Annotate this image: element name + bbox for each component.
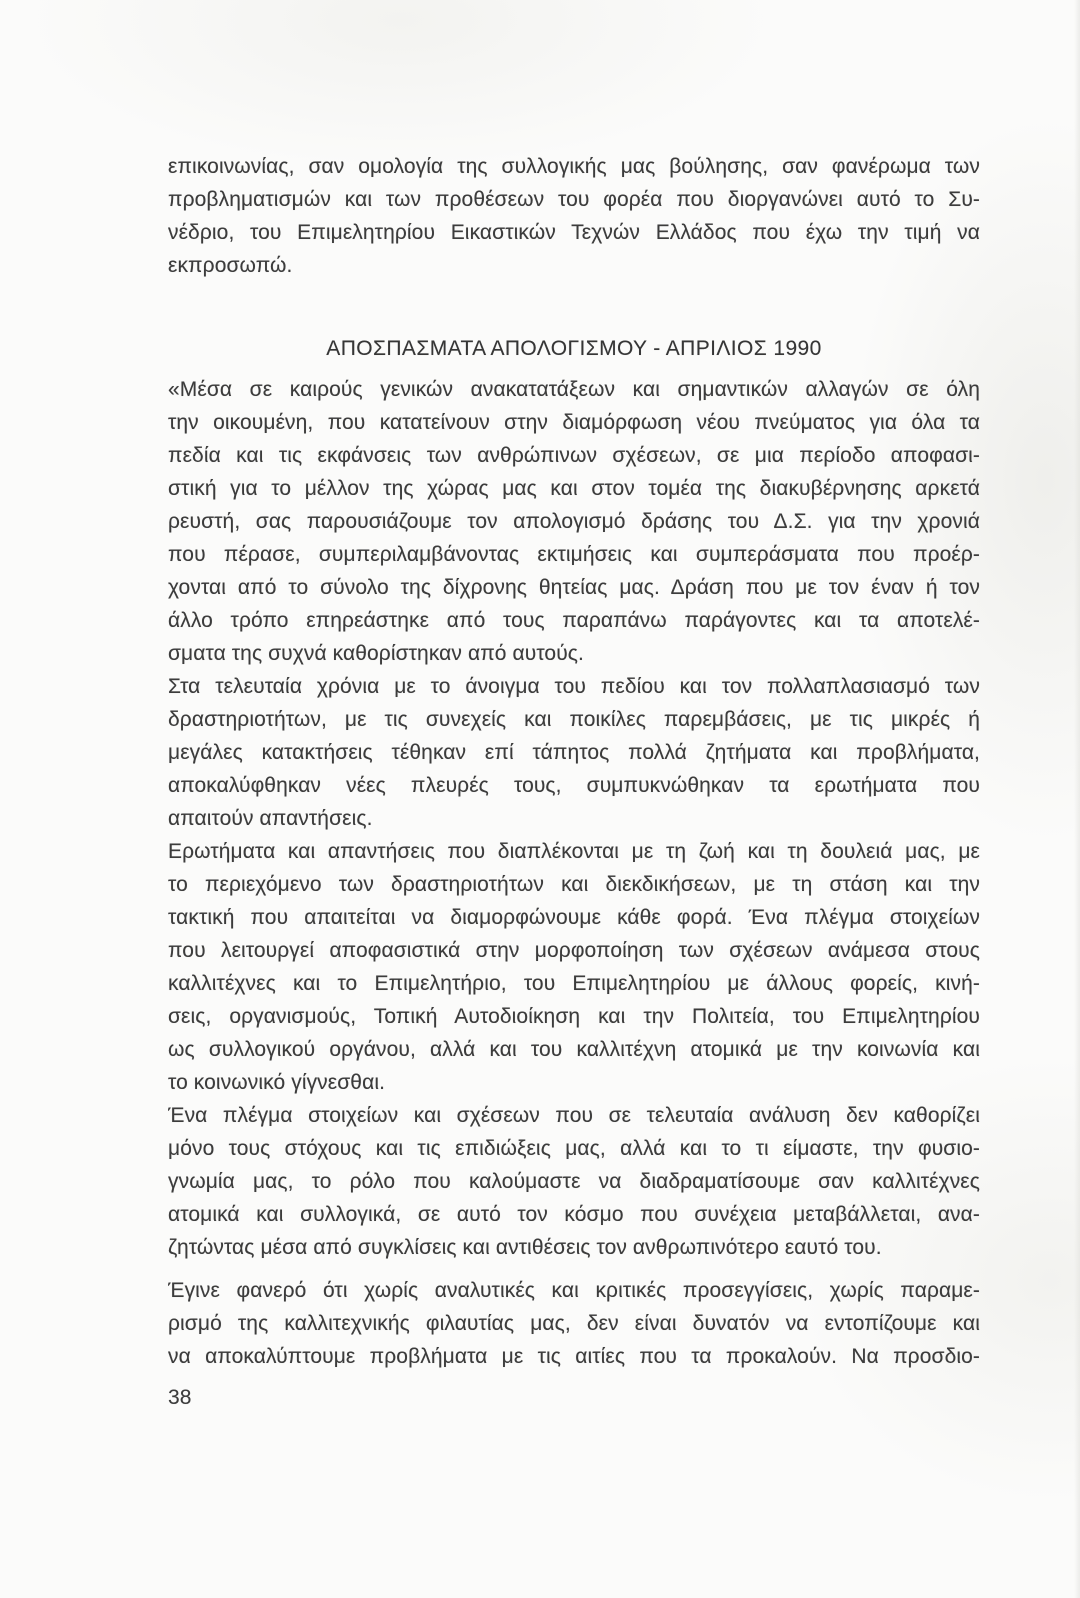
text-line: ζητώντας μέσα από συγκλίσεις και αντιθέσεις τον ανθρωπινότερο εαυτό του. <box>168 1236 882 1259</box>
text-line: σεις, οργανισμούς, Τοπική Αυτοδιοίκηση και την Πολιτεία, του Επιμελητηρίου <box>168 1005 980 1028</box>
text-line: δραστηριοτήτων, με τις συνεχείς και ποικίλες παρεμβάσεις, με τις μικρές ή <box>168 708 980 731</box>
text-line: γνωμία μας, το ρόλο που καλούμαστε να διαδραματίσουμε σαν καλλιτέχνες <box>168 1170 980 1193</box>
text-line: καλλιτέχνες και το Επιμελητήριο, του Επιμελητηρίου με άλλους φορείς, κινή- <box>168 972 980 995</box>
text-line: προβληματισμών και των προθέσεων του φορέα που διοργανώνει αυτό το Συ- <box>168 188 980 211</box>
text-block <box>168 150 980 1414</box>
text-line: πεδία και τις εκφάνσεις των ανθρώπινων σχέσεων, σε μια περίοδο αποφασι- <box>168 444 980 467</box>
text-line: νέδριο, του Επιμελητηρίου Εικαστικών Τεχνών Ελλάδος που έχω την τιμή να <box>168 221 980 244</box>
text-line: μεγάλες κατακτήσεις τέθηκαν επί τάπητος πολλά ζητήματα και προβλήματα, <box>168 741 980 764</box>
text-line: που πέρασε, συμπεριλαμβάνοντας εκτιμήσεις και συμπεράσματα που προέρ- <box>168 543 980 566</box>
text-line: Έγινε φανερό ότι χωρίς αναλυτικές και κριτικές προσεγγίσεις, χωρίς παραμε- <box>168 1279 980 1302</box>
text-line: στική για το μέλλον της χώρας μας και στον τομέα της διακυβέρνησης αρκετά <box>168 477 980 500</box>
text-line: τακτική που απαιτείται να διαμορφώνουμε κάθε φορά. Ένα πλέγμα στοιχείων <box>168 906 980 929</box>
text-line: να αποκαλύπτουμε προβλήματα με τις αιτίες που τα προκαλούν. Να προσδιο- <box>168 1345 980 1368</box>
text-line: ρισμό της καλλιτεχνικής φιλαυτίας μας, δεν είναι δυνατόν να εντοπίζουμε και <box>168 1312 980 1335</box>
text-line: άλλο τρόπο επηρεάστηκε από τους παραπάνω παράγοντες και τα αποτελέ- <box>168 609 980 632</box>
text-line: Στα τελευταία χρόνια με το άνοιγμα του πεδίου και τον πολλαπλασιασμό των <box>168 675 980 698</box>
text-line: απαιτούν απαντήσεις. <box>168 807 373 830</box>
text-line: Ένα πλέγμα στοιχείων και σχέσεων που σε τελευταία ανάλυση δεν καθορίζει <box>168 1104 980 1127</box>
intro-continuation-paragraph <box>168 150 980 282</box>
page-number: 38 <box>168 1386 192 1409</box>
text-line: το κοινωνικό γίγνεσθαι. <box>168 1071 386 1094</box>
text-line: την οικουμένη, που κατατείνουν στην διαμόρφωση νέου πνεύματος για όλα τα <box>168 411 980 434</box>
text-line: το περιεχόμενο των δραστηριοτήτων και διεκδικήσεων, με τη στάση και την <box>168 873 980 896</box>
text-line: ως συλλογικού οργάνου, αλλά και του καλλιτέχνη ατομικά με την κοινωνία και <box>168 1038 980 1061</box>
text-line: εκπροσωπώ. <box>168 254 293 277</box>
text-line: ρευστή, σας παρουσιάζουμε τον απολογισμό δράσης του Δ.Σ. για την χρονιά <box>168 510 980 533</box>
report-paragraph-3 <box>168 835 980 1099</box>
text-line: «Μέσα σε καιρούς γενικών ανακατατάξεων και σημαντικών αλλαγών σε όλη <box>168 378 980 401</box>
report-paragraph-2 <box>168 670 980 835</box>
report-paragraph-4 <box>168 1099 980 1264</box>
text-line: που λειτουργεί αποφασιστικά στην μορφοποίηση των σχέσεων ανάμεσα στους <box>168 939 980 962</box>
text-line: επικοινωνίας, σαν ομολογία της συλλογικής μας βούλησης, σαν φανέρωμα των <box>168 155 980 178</box>
text-line: ατομικά και συλλογικά, σε αυτό τον κόσμο που συνέχεια μεταβάλλεται, ανα- <box>168 1203 980 1226</box>
text-line: σματα της συχνά καθορίστηκαν από αυτούς. <box>168 642 584 665</box>
text-line: αποκαλύφθηκαν νέες πλευρές τους, συμπυκνώθηκαν τα ερωτήματα που <box>168 774 980 797</box>
text-line: χονται από το σύνολο της δίχρονης θητείας μας. Δράση που με τον έναν ή τον <box>168 576 980 599</box>
report-paragraph-5 <box>168 1274 980 1373</box>
text-line: Ερωτήματα και απαντήσεις που διαπλέκονται με τη ζωή και τη δουλειά μας, με <box>168 840 980 863</box>
report-paragraph-1 <box>168 373 980 670</box>
section-heading: ΑΠΟΣΠΑΣΜΑΤΑ ΑΠΟΛΟΓΙΣΜΟΥ - ΑΠΡΙΛΙΟΣ 1990 <box>326 337 822 360</box>
text-line: μόνο τους στόχους και τις επιδιώξεις μας, αλλά και το τι είμαστε, την φυσιο- <box>168 1137 980 1160</box>
